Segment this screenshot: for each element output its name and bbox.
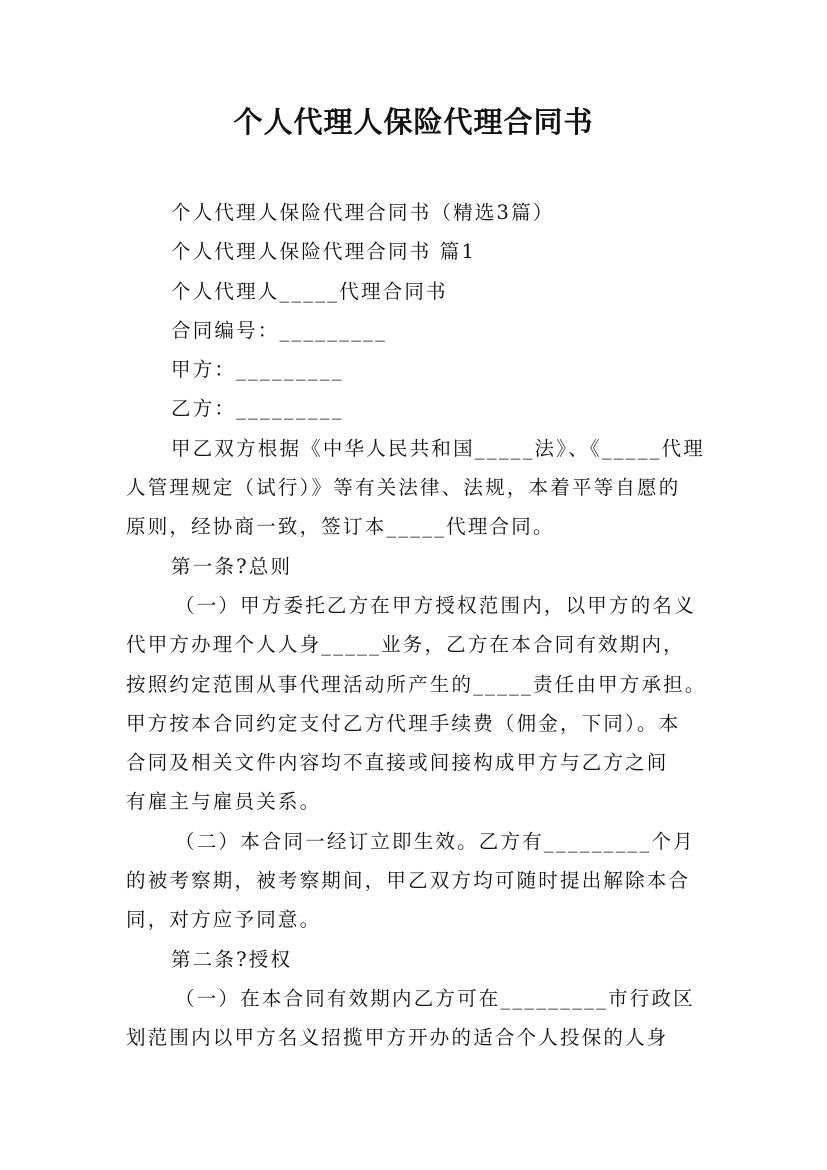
paragraph-line: 同，对方应予同意。 [126, 908, 322, 932]
paragraph-line: 按照约定范围从事代理活动所产生的_____责任由甲方承担。 [126, 672, 707, 696]
article-heading: 第一条?总则 [171, 554, 293, 578]
paragraph-line: （一）在本合同有效期内乙方可在_________市行政区 [175, 986, 695, 1010]
paragraph-line: （二）本合同一经订立即生效。乙方有_________个月 [175, 829, 695, 853]
paragraph-line: 原则，经协商一致，签订本_____代理合同。 [126, 515, 555, 539]
paragraph-line: 甲乙双方根据《中华人民共和国_____法》、《_____代理 [171, 436, 706, 460]
paragraph-line: 代甲方办理个人人身_____业务，乙方在本合同有效期内， [126, 633, 685, 657]
paragraph-line: 人管理规定（试行）》等有关法律、法规，本着平等自愿的 [126, 476, 681, 500]
subtitle-line: 个人代理人保险代理合同书（精选3篇） [171, 201, 555, 224]
section-heading-line: 个人代理人保险代理合同书 篇1 [171, 240, 477, 264]
document-title: 个人代理人保险代理合同书 [233, 105, 594, 139]
paragraph-line: 的被考察期，被考察期间，甲乙双方均可随时提出解除本合 [126, 869, 691, 893]
paragraph-line: 有雇主与雇员关系。 [126, 790, 322, 814]
party-a-line: 甲方：_________ [171, 358, 344, 382]
paragraph-line: 划范围内以甲方名义招揽甲方开办的适合个人投保的人身 [126, 1026, 669, 1050]
paragraph-line: 合同及相关文件内容均不直接或间接构成甲方与乙方之间 [126, 751, 669, 775]
article-heading: 第二条?授权 [171, 947, 293, 971]
paragraph-line: （一）甲方委托乙方在甲方授权范围内，以甲方的名义 [175, 593, 696, 617]
document-body [126, 193, 716, 1058]
contract-name-line: 个人代理人_____代理合同书 [171, 279, 448, 303]
contract-number-line: 合同编号：_________ [171, 318, 388, 342]
party-b-line: 乙方：_________ [171, 397, 344, 421]
paragraph-line: 甲方按本合同约定支付乙方代理手续费（佣金，下同）。本 [126, 711, 681, 735]
